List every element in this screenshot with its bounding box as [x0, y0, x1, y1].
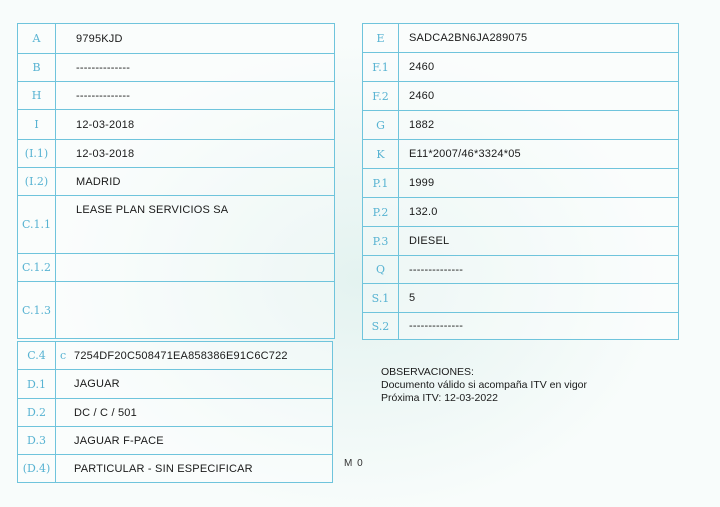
observations-line-1: Documento válido si acompaña ITV en vigor: [381, 379, 588, 391]
footer-mark: M 0: [344, 458, 364, 469]
field-code: D.2: [18, 399, 56, 426]
field-row-c4: [18, 342, 332, 370]
field-value: LEASE PLAN SERVICIOS SA: [76, 204, 229, 216]
field-row-p1: [363, 169, 678, 198]
field-row-e: [363, 24, 678, 53]
field-row-k: [363, 140, 678, 169]
field-value: MADRID: [76, 175, 121, 188]
field-row-c11: [18, 196, 334, 254]
field-row-a: [18, 24, 334, 54]
right-table: [362, 23, 679, 340]
field-code: K: [363, 140, 399, 168]
field-prefix: c: [60, 349, 67, 362]
observations-block: [381, 366, 587, 405]
field-row-i2: [18, 168, 334, 196]
field-code: F.1: [363, 53, 399, 81]
field-value: JAGUAR: [74, 378, 120, 390]
field-value: --------------: [409, 320, 464, 332]
field-code: D.3: [18, 427, 56, 454]
field-value: 132.0: [409, 206, 438, 218]
field-code: E: [363, 24, 399, 52]
field-value: E11*2007/46*3324*05: [409, 148, 521, 160]
observations-heading: OBSERVACIONES:: [381, 366, 474, 378]
field-row-c12: [18, 254, 334, 282]
field-value: 9795KJD: [76, 32, 123, 45]
field-code: (I.2): [18, 168, 56, 195]
field-row-s2: [363, 313, 678, 339]
field-code: S.1: [363, 284, 399, 312]
field-code: P.3: [363, 227, 399, 255]
field-value: 12-03-2018: [76, 147, 135, 160]
field-value: 5: [409, 292, 416, 304]
field-row-d1: [18, 370, 332, 399]
field-value: --------------: [409, 263, 464, 276]
field-code: D.1: [18, 370, 56, 398]
field-value: JAGUAR F-PACE: [74, 434, 164, 447]
field-value: SADCA2BN6JA289075: [409, 32, 528, 44]
field-code: P.2: [363, 198, 399, 226]
field-value: --------------: [76, 89, 131, 102]
field-value: 7254DF20C508471EA858386E91C6C722: [74, 349, 288, 362]
field-code: F.2: [363, 82, 399, 110]
field-code: C.4: [18, 342, 56, 369]
field-code: C.1.3: [18, 282, 56, 338]
field-row-f2: [363, 82, 678, 111]
field-row-f1: [363, 53, 678, 82]
field-row-c13: [18, 282, 334, 338]
field-row-g: [363, 111, 678, 140]
field-row-d2: [18, 399, 332, 427]
field-value: 2460: [409, 61, 435, 73]
left-table-lower: [17, 341, 333, 483]
field-code: (I.1): [18, 140, 56, 167]
field-code: G: [363, 111, 399, 139]
field-code: I: [18, 110, 56, 139]
field-value: 1999: [409, 177, 435, 189]
field-code: C.1.2: [18, 254, 56, 281]
field-row-p3: [363, 227, 678, 256]
field-value: PARTICULAR - SIN ESPECIFICAR: [74, 462, 253, 475]
field-row-s1: [363, 284, 678, 313]
field-code: C.1.1: [18, 196, 56, 253]
field-value: 2460: [409, 90, 435, 102]
field-code: S.2: [363, 313, 399, 339]
field-row-b: [18, 54, 334, 82]
observations-line-2: Próxima ITV: 12-03-2022: [381, 392, 498, 404]
left-table-upper: [17, 23, 335, 339]
field-row-i1: [18, 140, 334, 168]
field-code: (D.4): [18, 455, 56, 482]
field-value: 12-03-2018: [76, 118, 135, 131]
field-value: DIESEL: [409, 235, 450, 247]
field-row-p2: [363, 198, 678, 227]
field-value: --------------: [76, 61, 131, 74]
field-code: Q: [363, 256, 399, 283]
field-code: B: [18, 54, 56, 81]
field-row-q: [363, 256, 678, 284]
field-code: H: [18, 82, 56, 109]
field-row-i: [18, 110, 334, 140]
field-code: A: [18, 24, 56, 53]
field-value: DC / C / 501: [74, 406, 137, 419]
field-row-d3: [18, 427, 332, 455]
field-row-h: [18, 82, 334, 110]
field-row-d4: [18, 455, 332, 482]
field-code: P.1: [363, 169, 399, 197]
field-value: 1882: [409, 119, 435, 131]
